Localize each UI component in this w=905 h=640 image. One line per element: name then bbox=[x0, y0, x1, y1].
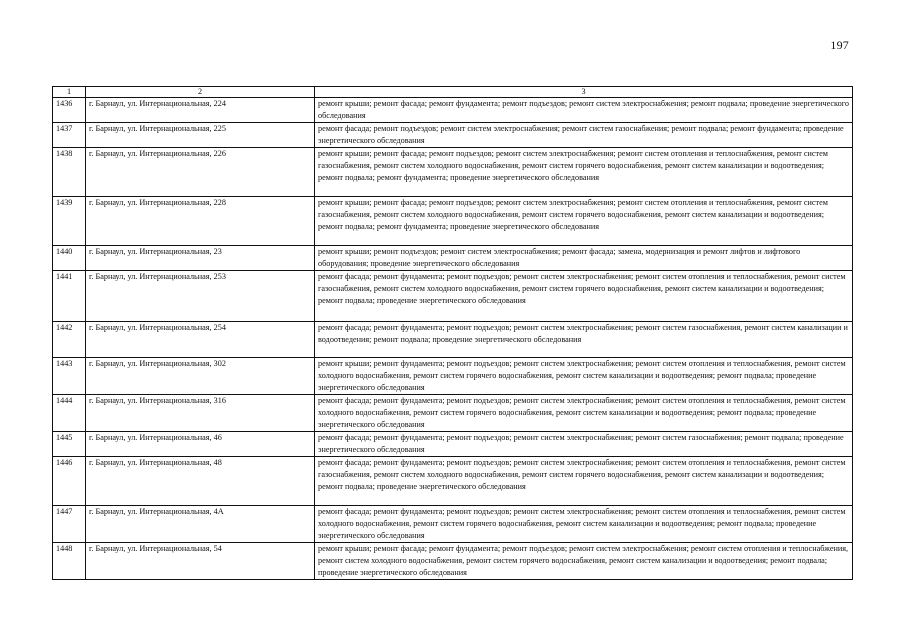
row-number: 1440 bbox=[53, 246, 86, 271]
row-address: г. Барнаул, ул. Интернациональная, 224 bbox=[86, 98, 315, 123]
row-number: 1444 bbox=[53, 395, 86, 432]
row-works: ремонт фасада; ремонт фундамента; ремонт подъездов; ремонт систем электроснабжения; ремонт систем отопления и теплоснабжения, ремонт систем холодного водоснабжения, ремонт систем горячего водоснабжения, ремонт систем канализации и водоотведения; ремонт подвала; проведение энергетического обследования bbox=[315, 395, 853, 432]
repair-registry-table bbox=[52, 86, 853, 580]
row-works: ремонт фасада; ремонт фундамента; ремонт подъездов; ремонт систем электроснабжения; ремонт систем отопления и теплоснабжения, ремонт систем газоснабжения, ремонт систем холодного водоснабжения, ремонт систем горячего водоснабжения, ремонт систем канализации и водоотведения; ремонт подвала; проведение энергетического обследования bbox=[315, 271, 853, 322]
row-number: 1439 bbox=[53, 197, 86, 246]
row-address: г. Барнаул, ул. Интернациональная, 253 bbox=[86, 271, 315, 322]
row-number: 1447 bbox=[53, 506, 86, 543]
table-row bbox=[53, 197, 853, 246]
row-address: г. Барнаул, ул. Интернациональная, 316 bbox=[86, 395, 315, 432]
row-number: 1436 bbox=[53, 98, 86, 123]
row-number: 1442 bbox=[53, 322, 86, 358]
table-header-row bbox=[53, 87, 853, 98]
row-address: г. Барнаул, ул. Интернациональная, 4А bbox=[86, 506, 315, 543]
table-row bbox=[53, 395, 853, 432]
row-address: г. Барнаул, ул. Интернациональная, 48 bbox=[86, 457, 315, 506]
table-row bbox=[53, 543, 853, 580]
row-works: ремонт крыши; ремонт фундамента; ремонт подъездов; ремонт систем электроснабжения; ремонт систем отопления и теплоснабжения, ремонт систем холодного водоснабжения, ремонт систем горячего водоснабжения, ремонт систем канализации и водоотведения; ремонт подвала; проведение энергетического обследования bbox=[315, 358, 853, 395]
header-col-2: 2 bbox=[86, 87, 315, 98]
row-address: г. Барнаул, ул. Интернациональная, 302 bbox=[86, 358, 315, 395]
header-col-3: 3 bbox=[315, 87, 853, 98]
row-number: 1443 bbox=[53, 358, 86, 395]
row-number: 1438 bbox=[53, 148, 86, 197]
row-address: г. Барнаул, ул. Интернациональная, 226 bbox=[86, 148, 315, 197]
table-row bbox=[53, 432, 853, 457]
row-works: ремонт фасада; ремонт фундамента; ремонт подъездов; ремонт систем электроснабжения; ремонт систем отопления и теплоснабжения, ремонт систем холодного водоснабжения, ремонт систем горячего водоснабжения, ремонт систем канализации и водоотведения; ремонт подвала; проведение энергетического обследования bbox=[315, 506, 853, 543]
page-number: 197 bbox=[830, 38, 849, 52]
table-row bbox=[53, 322, 853, 358]
row-address: г. Барнаул, ул. Интернациональная, 54 bbox=[86, 543, 315, 580]
row-address: г. Барнаул, ул. Интернациональная, 46 bbox=[86, 432, 315, 457]
row-number: 1445 bbox=[53, 432, 86, 457]
row-works: ремонт фасада; ремонт подъездов; ремонт систем электроснабжения; ремонт систем газоснабжения; ремонт подвала; ремонт фундамента; проведение энергетического обследования bbox=[315, 123, 853, 148]
row-address: г. Барнаул, ул. Интернациональная, 254 bbox=[86, 322, 315, 358]
table-row bbox=[53, 506, 853, 543]
row-number: 1448 bbox=[53, 543, 86, 580]
table-row bbox=[53, 271, 853, 322]
row-works: ремонт крыши; ремонт фасада; ремонт подъездов; ремонт систем электроснабжения; ремонт систем отопления и теплоснабжения, ремонт систем газоснабжения, ремонт систем холодного водоснабжения, ремонт систем горячего водоснабжения, ремонт систем канализации и водоотведения; ремонт подвала; ремонт фундамента; проведение энергетического обследования bbox=[315, 197, 853, 246]
row-address: г. Барнаул, ул. Интернациональная, 23 bbox=[86, 246, 315, 271]
row-number: 1446 bbox=[53, 457, 86, 506]
row-works: ремонт крыши; ремонт фасада; ремонт фундамента; ремонт подъездов; ремонт систем электроснабжения; ремонт систем отопления и теплоснабжения, ремонт систем холодного водоснабжения, ремонт систем горячего водоснабжения, ремонт систем канализации и водоотведения; ремонт подвала; проведение энергетического обследования bbox=[315, 543, 853, 580]
row-number: 1441 bbox=[53, 271, 86, 322]
row-address: г. Барнаул, ул. Интернациональная, 228 bbox=[86, 197, 315, 246]
table-row bbox=[53, 98, 853, 123]
row-works: ремонт крыши; ремонт подъездов; ремонт систем электроснабжения; ремонт фасада; замена, модернизация и ремонт лифтов и лифтового оборудования; проведение энергетического обследования bbox=[315, 246, 853, 271]
table-row bbox=[53, 148, 853, 197]
table-row bbox=[53, 123, 853, 148]
row-number: 1437 bbox=[53, 123, 86, 148]
table-row bbox=[53, 457, 853, 506]
table-row bbox=[53, 358, 853, 395]
row-works: ремонт фасада; ремонт фундамента; ремонт подъездов; ремонт систем электроснабжения; ремонт систем газоснабжения; ремонт подвала; проведение энергетического обследования bbox=[315, 432, 853, 457]
row-works: ремонт крыши; ремонт фасада; ремонт фундамента; ремонт подъездов; ремонт систем электроснабжения; ремонт подвала; проведение энергетического обследования bbox=[315, 98, 853, 123]
header-col-1: 1 bbox=[53, 87, 86, 98]
row-works: ремонт крыши; ремонт фасада; ремонт подъездов; ремонт систем электроснабжения; ремонт систем отопления и теплоснабжения, ремонт систем газоснабжения, ремонт систем холодного водоснабжения, ремонт систем горячего водоснабжения, ремонт систем канализации и водоотведения; ремонт подвала; ремонт фундамента; проведение энергетического обследования bbox=[315, 148, 853, 197]
row-works: ремонт фасада; ремонт фундамента; ремонт подъездов; ремонт систем электроснабжения; ремонт систем газоснабжения, ремонт систем канализации и водоотведения; ремонт подвала; проведение энергетического обследования bbox=[315, 322, 853, 358]
row-address: г. Барнаул, ул. Интернациональная, 225 bbox=[86, 123, 315, 148]
row-works: ремонт фасада; ремонт фундамента; ремонт подъездов; ремонт систем электроснабжения; ремонт систем отопления и теплоснабжения, ремонт систем газоснабжения, ремонт систем холодного водоснабжения, ремонт систем горячего водоснабжения, ремонт систем канализации и водоотведения; ремонт подвала; проведение энергетического обследования bbox=[315, 457, 853, 506]
table-row bbox=[53, 246, 853, 271]
